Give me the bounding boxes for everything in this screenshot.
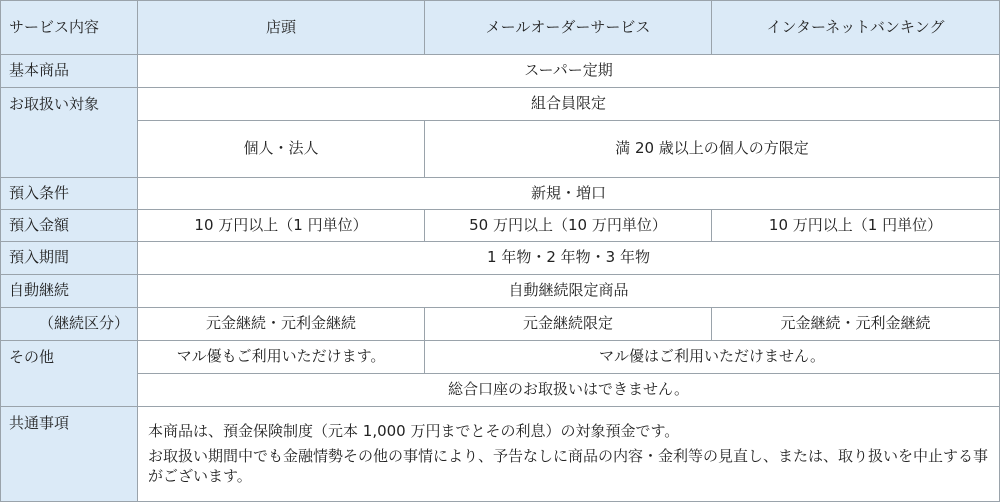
label-deposit-amount: 預入金額 xyxy=(1,210,138,242)
header-mail-order: メールオーダーサービス xyxy=(425,1,712,55)
label-auto-renewal: 自動継続 xyxy=(1,275,138,308)
value-handling-branch: 個人・法人 xyxy=(138,121,425,178)
label-auto-renewal-sub: （継続区分） xyxy=(1,308,138,341)
label-deposit-conditions: 預入条件 xyxy=(1,178,138,210)
row-auto-renewal-split xyxy=(1,308,1000,341)
value-other-all: 総合口座のお取扱いはできません。 xyxy=(138,374,1000,407)
row-other-all xyxy=(1,374,1000,407)
label-common: 共通事項 xyxy=(1,407,138,502)
value-auto-renewal-branch: 元金継続・元利金継続 xyxy=(138,308,425,341)
value-deposit-conditions: 新規・増口 xyxy=(138,178,1000,210)
value-deposit-period: 1 年物・2 年物・3 年物 xyxy=(138,242,1000,275)
header-branch: 店頭 xyxy=(138,1,425,55)
row-other-split xyxy=(1,341,1000,374)
common-note-1: 本商品は、預金保険制度（元本 1,000 万円までとその利息）の対象預金です。 xyxy=(148,421,680,440)
label-handling: お取扱い対象 xyxy=(1,88,138,178)
row-deposit-amount xyxy=(1,210,1000,242)
value-auto-renewal-internet: 元金継続・元利金継続 xyxy=(712,308,1000,341)
value-handling-others: 満 20 歳以上の個人の方限定 xyxy=(425,121,1000,178)
row-deposit-period xyxy=(1,242,1000,275)
value-other-others: マル優はご利用いただけません。 xyxy=(425,341,1000,374)
row-auto-renewal-all xyxy=(1,275,1000,308)
row-handling-all xyxy=(1,88,1000,121)
label-basic-product: 基本商品 xyxy=(1,55,138,88)
row-basic-product xyxy=(1,55,1000,88)
header-internet-banking: インターネットバンキング xyxy=(712,1,1000,55)
label-deposit-period: 預入期間 xyxy=(1,242,138,275)
value-deposit-amount-internet: 10 万円以上（1 円単位） xyxy=(712,210,1000,242)
value-auto-renewal-all: 自動継続限定商品 xyxy=(138,275,1000,308)
value-basic-product: スーパー定期 xyxy=(138,55,1000,88)
value-handling-all: 組合員限定 xyxy=(138,88,1000,121)
header-service: サービス内容 xyxy=(1,1,138,55)
value-other-branch: マル優もご利用いただけます。 xyxy=(138,341,425,374)
value-deposit-amount-branch: 10 万円以上（1 円単位） xyxy=(138,210,425,242)
row-common xyxy=(1,407,1000,502)
row-handling-split xyxy=(1,121,1000,178)
header-row xyxy=(1,1,1000,55)
row-deposit-conditions xyxy=(1,178,1000,210)
label-other: その他 xyxy=(1,341,138,407)
value-common xyxy=(138,407,1000,502)
common-note-2: お取扱い期間中でも金融情勢その他の事情により、予告なしに商品の内容・金利等の見直し、または、取り扱いを中止する事がございます。 xyxy=(148,447,989,485)
value-auto-renewal-mail: 元金継続限定 xyxy=(425,308,712,341)
value-deposit-amount-mail: 50 万円以上（10 万円単位） xyxy=(425,210,712,242)
